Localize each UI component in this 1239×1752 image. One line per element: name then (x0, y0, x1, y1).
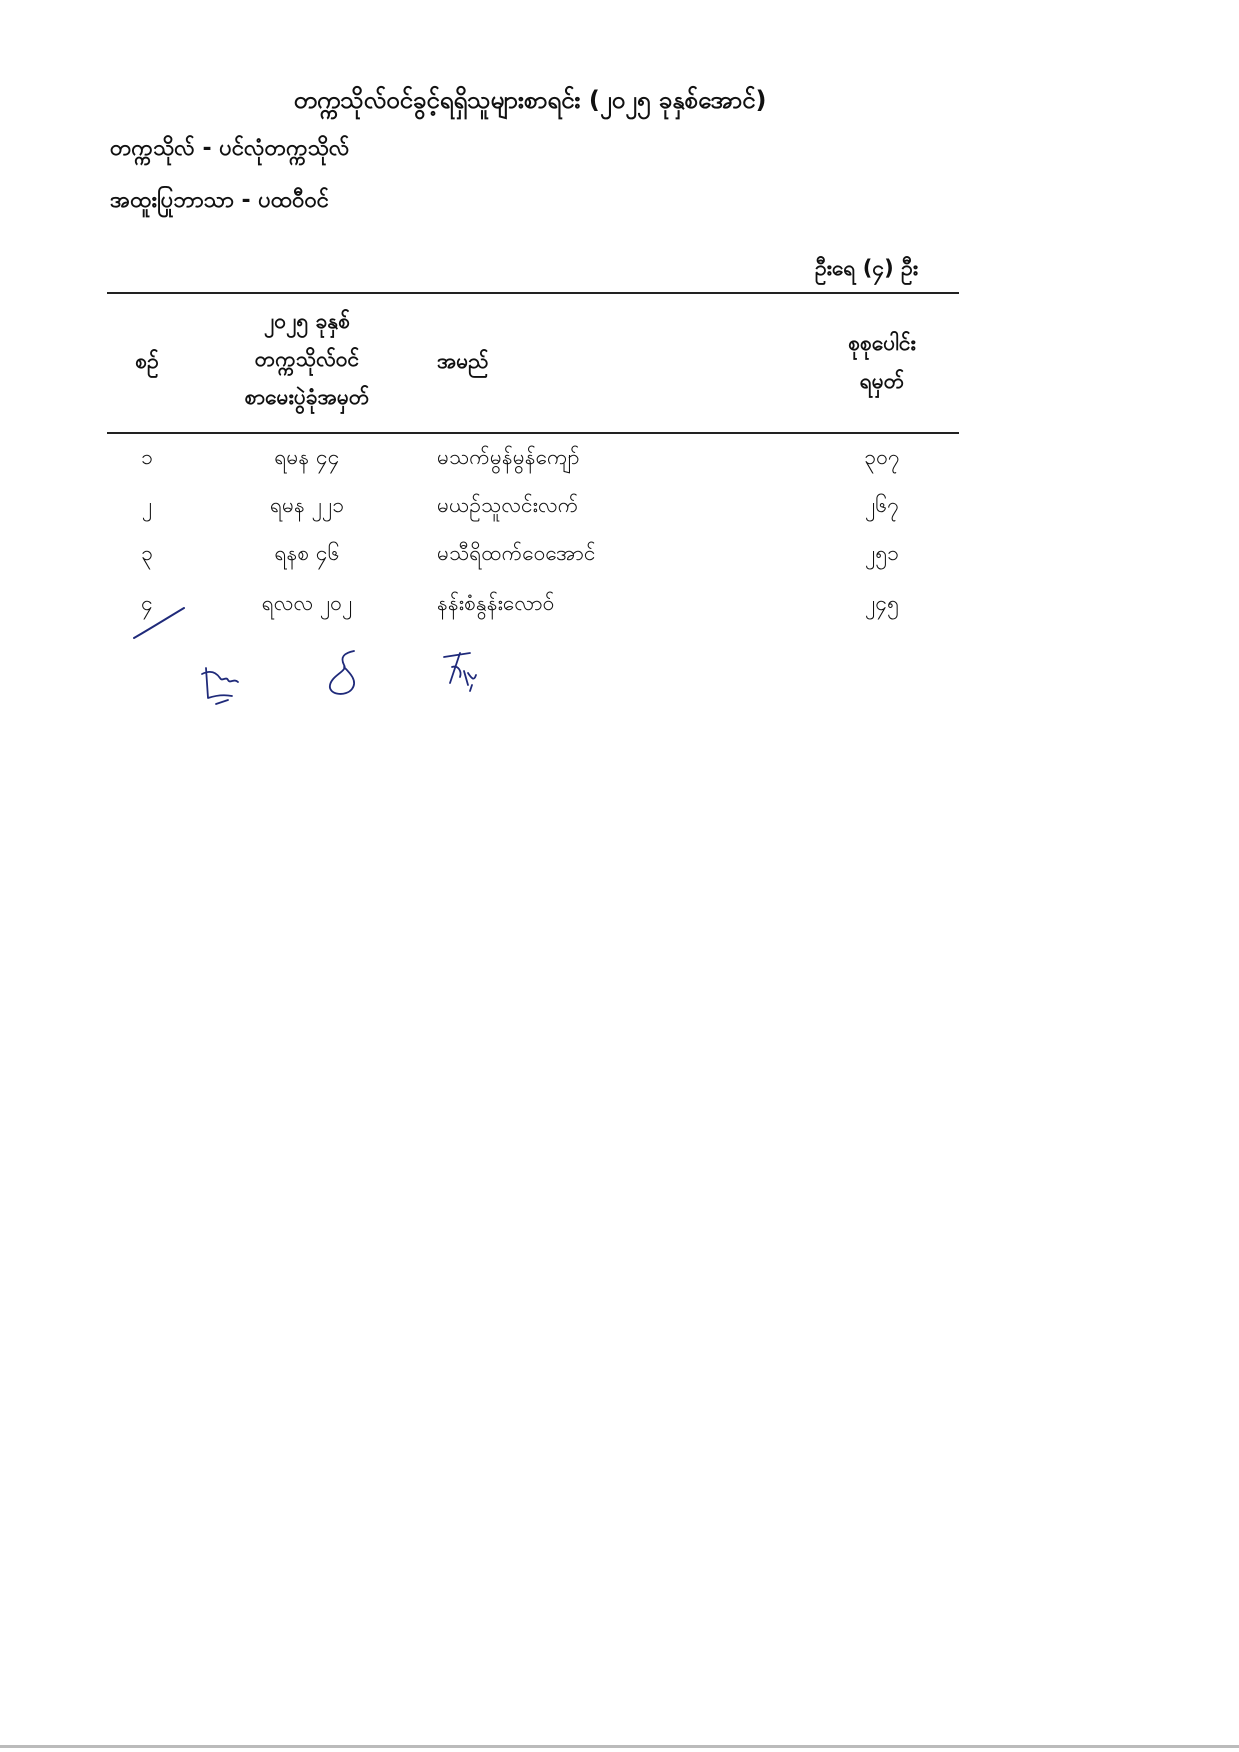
count-label: ဦးရေ (၄) ဦး (815, 256, 919, 280)
row-score: ၂၆၇ (865, 493, 899, 517)
table-top-rule (107, 292, 959, 294)
row-reg: ရနစ ၄၆ (274, 541, 340, 565)
signature-3 (438, 645, 488, 695)
row-no: ၃ (141, 541, 153, 565)
row-name: မယဉ်သူလင်းလက် (437, 493, 579, 517)
header-reg-line1: ၂၀၂၅ ခုနှစ် (263, 309, 351, 333)
row-no: ၁ (141, 445, 153, 469)
row-score: ၂၄၅ (865, 591, 899, 615)
university-line: တက္ကသိုလ် - ပင်လုံတက္ကသိုလ် (110, 136, 350, 161)
header-reg-line3: စာမေးပွဲခုံအမှတ် (244, 385, 370, 409)
signature-1 (198, 660, 248, 710)
row-reg: ရမန ၄၄ (274, 445, 340, 469)
header-reg (217, 302, 397, 416)
signature-2 (320, 645, 370, 700)
pen-stroke-mark (130, 600, 190, 645)
table-row (107, 492, 959, 540)
row-name: မသီရိထက်ဝေအောင် (437, 541, 596, 565)
header-score (807, 324, 957, 400)
row-name: မသက်မွန်မွန်ကျော် (437, 445, 580, 469)
row-score: ၂၅၁ (865, 541, 899, 565)
table-header-rule (107, 432, 959, 434)
table-row (107, 590, 959, 638)
document-title: တက္ကသိုလ်ဝင်ခွင့်ရရှိသူများစာရင်း (၂၀၂၅ ခုနှစ်အောင်) (293, 86, 767, 114)
header-no: စဉ် (135, 349, 159, 373)
row-reg: ရလလ ၂၀၂ (261, 591, 353, 615)
header-score-line1: စုစုပေါင်း (848, 331, 916, 355)
scan-bottom-edge (0, 1745, 1239, 1748)
row-no: ၂ (141, 493, 153, 517)
row-no: ၄ (141, 591, 153, 615)
table-row (107, 540, 959, 588)
subject-line: အထူးပြုဘာသာ - ပထဝီဝင် (110, 188, 330, 213)
header-score-line2: ရမှတ် (859, 369, 905, 393)
row-name: နန်းစံနွန်းလောဝ် (437, 591, 555, 615)
header-reg-line2: တက္ကသိုလ်ဝင် (254, 347, 360, 371)
row-reg: ရမန ၂၂၁ (269, 493, 345, 517)
table-row (107, 444, 959, 492)
header-name: အမည် (437, 349, 489, 373)
row-score: ၃၀၇ (864, 445, 900, 469)
